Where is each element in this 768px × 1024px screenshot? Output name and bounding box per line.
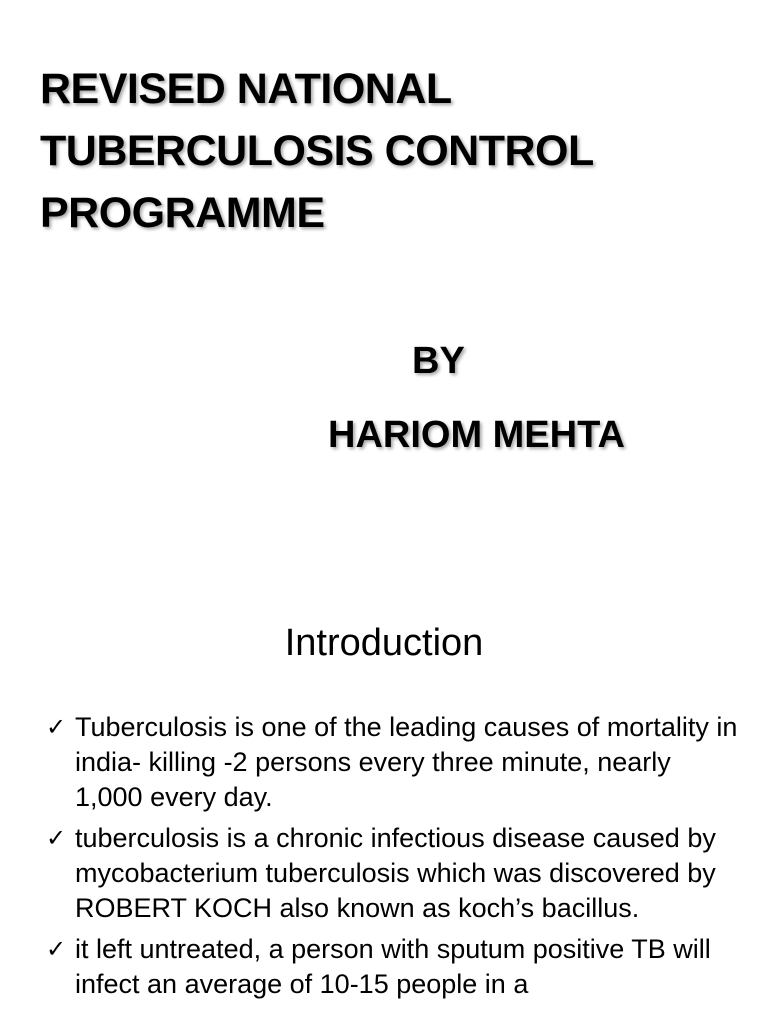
- bullet-text: Tuberculosis is one of the leading causes of mortality in india- killing -2 persons every three minute, nearly 1,000 every day.: [75, 712, 738, 812]
- author-name: HARIOM MEHTA: [328, 414, 625, 456]
- bullet-text: it left untreated, a person with sputum positive TB will infect an average of 10-15 people in a: [75, 934, 711, 999]
- list-item: [44, 821, 744, 926]
- check-icon: ✓: [46, 936, 67, 963]
- title-line-1: REVISED NATIONAL: [40, 65, 452, 113]
- title-line-2: TUBERCULOSIS CONTROL: [40, 127, 594, 175]
- title-line-3: PROGRAMME: [40, 189, 325, 237]
- document-title: [40, 58, 740, 244]
- byline-by: BY: [412, 340, 465, 382]
- bullet-text: tuberculosis is a chronic infectious disease caused by mycobacterium tuberculosis which was discovered by ROBERT KOCH also known as koch’s bacillus.: [75, 823, 716, 923]
- check-icon: ✓: [46, 825, 67, 852]
- list-item: [44, 932, 744, 1002]
- list-item: [44, 710, 744, 815]
- introduction-heading: Introduction: [284, 622, 484, 664]
- introduction-bullet-list: [44, 710, 744, 1008]
- check-icon: ✓: [46, 714, 67, 741]
